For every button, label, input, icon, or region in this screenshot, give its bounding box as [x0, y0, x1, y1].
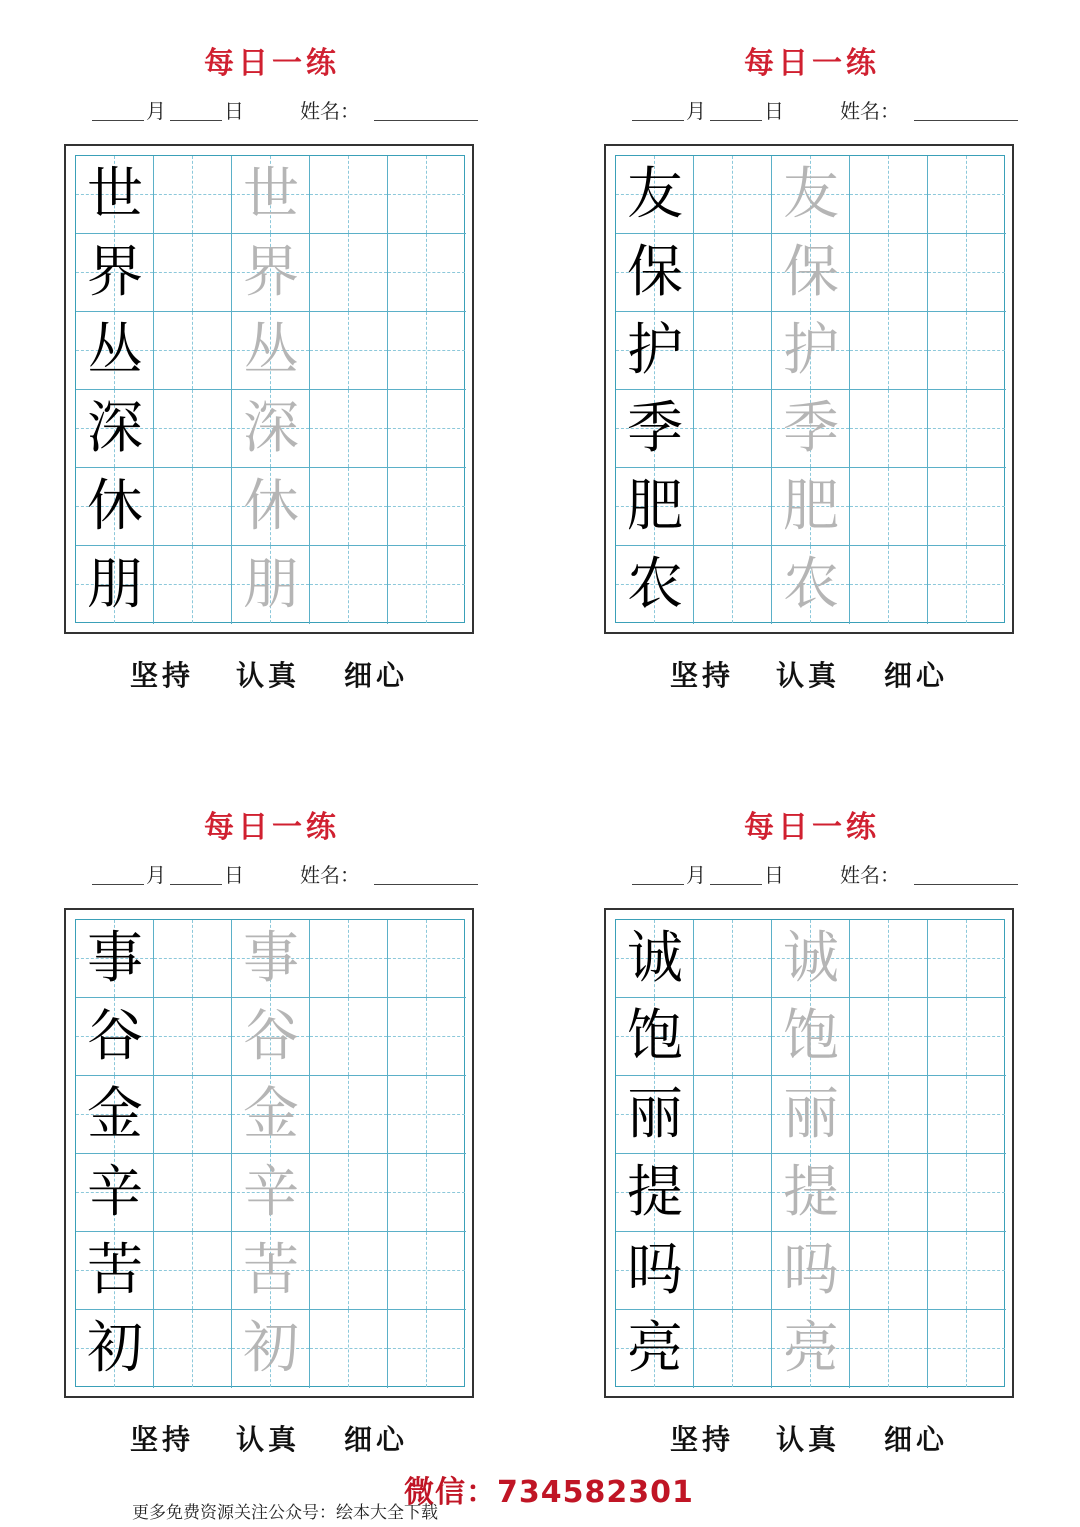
- model-character: 辛: [87, 1160, 143, 1225]
- motto-word: 坚持: [670, 1423, 735, 1456]
- motto-line: [602, 654, 1022, 694]
- writing-cell[interactable]: [694, 546, 772, 624]
- day-blank[interactable]: [710, 100, 762, 121]
- practice-sheet: [602, 764, 1022, 1456]
- date-name-line: [62, 94, 482, 130]
- writing-cell[interactable]: [694, 312, 772, 390]
- motto-word: 认真: [776, 1423, 841, 1456]
- writing-cell[interactable]: [928, 156, 1006, 234]
- writing-cell[interactable]: [388, 920, 466, 998]
- trace-character: 丛: [243, 318, 299, 383]
- writing-cell[interactable]: [850, 1154, 928, 1232]
- day-blank[interactable]: [170, 864, 222, 885]
- writing-cell[interactable]: [388, 312, 466, 390]
- month-blank[interactable]: [92, 864, 144, 885]
- month-label: 月: [686, 863, 706, 887]
- writing-cell[interactable]: [310, 312, 388, 390]
- model-character: 提: [627, 1160, 683, 1225]
- model-character: 界: [87, 240, 143, 305]
- model-character: 肥: [627, 474, 683, 539]
- name-blank[interactable]: [374, 864, 478, 885]
- trace-character: 休: [243, 474, 299, 539]
- trace-character: 苦: [243, 1238, 299, 1303]
- practice-sheet: [62, 0, 482, 692]
- day-label: 日: [224, 99, 244, 123]
- writing-cell[interactable]: [310, 1310, 388, 1388]
- name-blank[interactable]: [914, 100, 1018, 121]
- writing-cell[interactable]: [388, 1076, 466, 1154]
- writing-cell[interactable]: [154, 468, 232, 546]
- day-blank[interactable]: [170, 100, 222, 121]
- writing-cell[interactable]: [928, 1310, 1006, 1388]
- writing-cell[interactable]: [154, 998, 232, 1076]
- tianzige-frame: [604, 908, 1014, 1398]
- writing-cell[interactable]: [388, 1310, 466, 1388]
- sheet-title: 每日一练: [204, 810, 340, 845]
- name-label: 姓名：: [840, 99, 900, 123]
- writing-cell[interactable]: [928, 1232, 1006, 1310]
- wechat-contact: 微信：734582301: [404, 1475, 694, 1510]
- writing-cell[interactable]: [694, 1232, 772, 1310]
- day-label: 日: [764, 99, 784, 123]
- model-character: 世: [87, 162, 143, 227]
- model-character: 季: [627, 396, 683, 461]
- trace-character: 保: [783, 240, 839, 305]
- model-character: 保: [627, 240, 683, 305]
- writing-cell[interactable]: [850, 468, 928, 546]
- name-label: 姓名：: [300, 863, 360, 887]
- date-name-line: [602, 858, 1022, 894]
- model-character: 亮: [627, 1316, 683, 1381]
- writing-cell[interactable]: [928, 546, 1006, 624]
- date-name-line: [62, 858, 482, 894]
- day-label: 日: [764, 863, 784, 887]
- model-character: 初: [87, 1316, 143, 1381]
- tianzige-grid: [75, 155, 465, 623]
- trace-character: 诚: [783, 926, 839, 991]
- trace-character: 提: [783, 1160, 839, 1225]
- tianzige-grid: [615, 919, 1005, 1387]
- month-label: 月: [686, 99, 706, 123]
- writing-cell[interactable]: [928, 998, 1006, 1076]
- writing-cell[interactable]: [850, 1076, 928, 1154]
- sheet-title: 每日一练: [204, 46, 340, 81]
- motto-word: 坚持: [130, 659, 195, 692]
- trace-character: 季: [783, 396, 839, 461]
- model-character: 谷: [87, 1004, 143, 1069]
- model-character: 饱: [627, 1004, 683, 1069]
- practice-sheet: [62, 764, 482, 1456]
- writing-cell[interactable]: [310, 546, 388, 624]
- writing-cell[interactable]: [928, 390, 1006, 468]
- writing-cell[interactable]: [928, 234, 1006, 312]
- writing-cell[interactable]: [850, 312, 928, 390]
- motto-word: 坚持: [670, 659, 735, 692]
- trace-character: 朋: [243, 552, 299, 617]
- writing-cell[interactable]: [154, 920, 232, 998]
- writing-cell[interactable]: [694, 1310, 772, 1388]
- writing-cell[interactable]: [154, 546, 232, 624]
- motto-word: 细心: [344, 1423, 409, 1456]
- trace-character: 肥: [783, 474, 839, 539]
- writing-cell[interactable]: [928, 468, 1006, 546]
- tianzige-frame: [604, 144, 1014, 634]
- trace-character: 饱: [783, 1004, 839, 1069]
- writing-cell[interactable]: [850, 234, 928, 312]
- motto-word: 认真: [776, 659, 841, 692]
- sheet-title: 每日一练: [744, 810, 880, 845]
- writing-cell[interactable]: [388, 998, 466, 1076]
- model-character: 友: [627, 162, 683, 227]
- trace-character: 金: [243, 1082, 299, 1147]
- writing-cell[interactable]: [310, 156, 388, 234]
- model-character: 吗: [627, 1238, 683, 1303]
- writing-cell[interactable]: [694, 1076, 772, 1154]
- motto-word: 细心: [344, 659, 409, 692]
- tianzige-frame: [64, 144, 474, 634]
- writing-cell[interactable]: [694, 1154, 772, 1232]
- motto-line: [62, 654, 482, 694]
- writing-cell[interactable]: [310, 1232, 388, 1310]
- month-blank[interactable]: [632, 100, 684, 121]
- writing-cell[interactable]: [928, 1154, 1006, 1232]
- model-character: 丛: [87, 318, 143, 383]
- trace-character: 亮: [783, 1316, 839, 1381]
- writing-cell[interactable]: [154, 1310, 232, 1388]
- trace-character: 丽: [783, 1082, 839, 1147]
- writing-cell[interactable]: [310, 234, 388, 312]
- writing-cell[interactable]: [388, 546, 466, 624]
- trace-character: 友: [783, 162, 839, 227]
- trace-character: 初: [243, 1316, 299, 1381]
- model-character: 朋: [87, 552, 143, 617]
- day-label: 日: [224, 863, 244, 887]
- model-character: 农: [627, 552, 683, 617]
- writing-cell[interactable]: [388, 1154, 466, 1232]
- writing-cell[interactable]: [310, 998, 388, 1076]
- writing-cell[interactable]: [694, 390, 772, 468]
- model-character: 休: [87, 474, 143, 539]
- name-blank[interactable]: [914, 864, 1018, 885]
- tianzige-grid: [75, 919, 465, 1387]
- day-blank[interactable]: [710, 864, 762, 885]
- writing-cell[interactable]: [310, 920, 388, 998]
- motto-word: 认真: [236, 1423, 301, 1456]
- writing-cell[interactable]: [694, 468, 772, 546]
- month-label: 月: [146, 863, 166, 887]
- writing-cell[interactable]: [154, 1154, 232, 1232]
- motto-line: [62, 1418, 482, 1458]
- name-blank[interactable]: [374, 100, 478, 121]
- tianzige-frame: [64, 908, 474, 1398]
- writing-cell[interactable]: [694, 156, 772, 234]
- writing-cell[interactable]: [850, 390, 928, 468]
- writing-cell[interactable]: [388, 156, 466, 234]
- writing-cell[interactable]: [928, 920, 1006, 998]
- model-character: 苦: [87, 1238, 143, 1303]
- writing-cell[interactable]: [928, 1076, 1006, 1154]
- motto-word: 坚持: [130, 1423, 195, 1456]
- writing-cell[interactable]: [154, 312, 232, 390]
- trace-character: 世: [243, 162, 299, 227]
- writing-cell[interactable]: [154, 390, 232, 468]
- writing-cell[interactable]: [388, 1232, 466, 1310]
- writing-cell[interactable]: [154, 234, 232, 312]
- trace-character: 农: [783, 552, 839, 617]
- writing-cell[interactable]: [388, 390, 466, 468]
- name-label: 姓名：: [840, 863, 900, 887]
- motto-word: 认真: [236, 659, 301, 692]
- footer-note: 更多免费资源关注公众号：绘本大全下载: [132, 1503, 438, 1523]
- writing-cell[interactable]: [850, 1310, 928, 1388]
- writing-cell[interactable]: [388, 234, 466, 312]
- writing-cell[interactable]: [310, 1154, 388, 1232]
- month-blank[interactable]: [632, 864, 684, 885]
- writing-cell[interactable]: [310, 390, 388, 468]
- name-label: 姓名：: [300, 99, 360, 123]
- writing-cell[interactable]: [154, 1232, 232, 1310]
- trace-character: 护: [783, 318, 839, 383]
- writing-cell[interactable]: [928, 312, 1006, 390]
- trace-character: 界: [243, 240, 299, 305]
- trace-character: 谷: [243, 1004, 299, 1069]
- writing-cell[interactable]: [310, 1076, 388, 1154]
- model-character: 金: [87, 1082, 143, 1147]
- month-label: 月: [146, 99, 166, 123]
- writing-cell[interactable]: [310, 468, 388, 546]
- motto-line: [602, 1418, 1022, 1458]
- writing-cell[interactable]: [850, 998, 928, 1076]
- date-name-line: [602, 94, 1022, 130]
- model-character: 深: [87, 396, 143, 461]
- model-character: 护: [627, 318, 683, 383]
- writing-cell[interactable]: [850, 920, 928, 998]
- writing-cell[interactable]: [694, 234, 772, 312]
- trace-character: 深: [243, 396, 299, 461]
- writing-cell[interactable]: [154, 156, 232, 234]
- practice-sheet: [602, 0, 1022, 692]
- writing-cell[interactable]: [388, 468, 466, 546]
- trace-character: 事: [243, 926, 299, 991]
- trace-character: 吗: [783, 1238, 839, 1303]
- sheet-title: 每日一练: [744, 46, 880, 81]
- model-character: 事: [87, 926, 143, 991]
- writing-cell[interactable]: [154, 1076, 232, 1154]
- writing-cell[interactable]: [850, 156, 928, 234]
- tianzige-grid: [615, 155, 1005, 623]
- motto-word: 细心: [884, 659, 949, 692]
- month-blank[interactable]: [92, 100, 144, 121]
- writing-cell[interactable]: [850, 546, 928, 624]
- writing-cell[interactable]: [694, 998, 772, 1076]
- model-character: 诚: [627, 926, 683, 991]
- trace-character: 辛: [243, 1160, 299, 1225]
- writing-cell[interactable]: [694, 920, 772, 998]
- motto-word: 细心: [884, 1423, 949, 1456]
- writing-cell[interactable]: [850, 1232, 928, 1310]
- model-character: 丽: [627, 1082, 683, 1147]
